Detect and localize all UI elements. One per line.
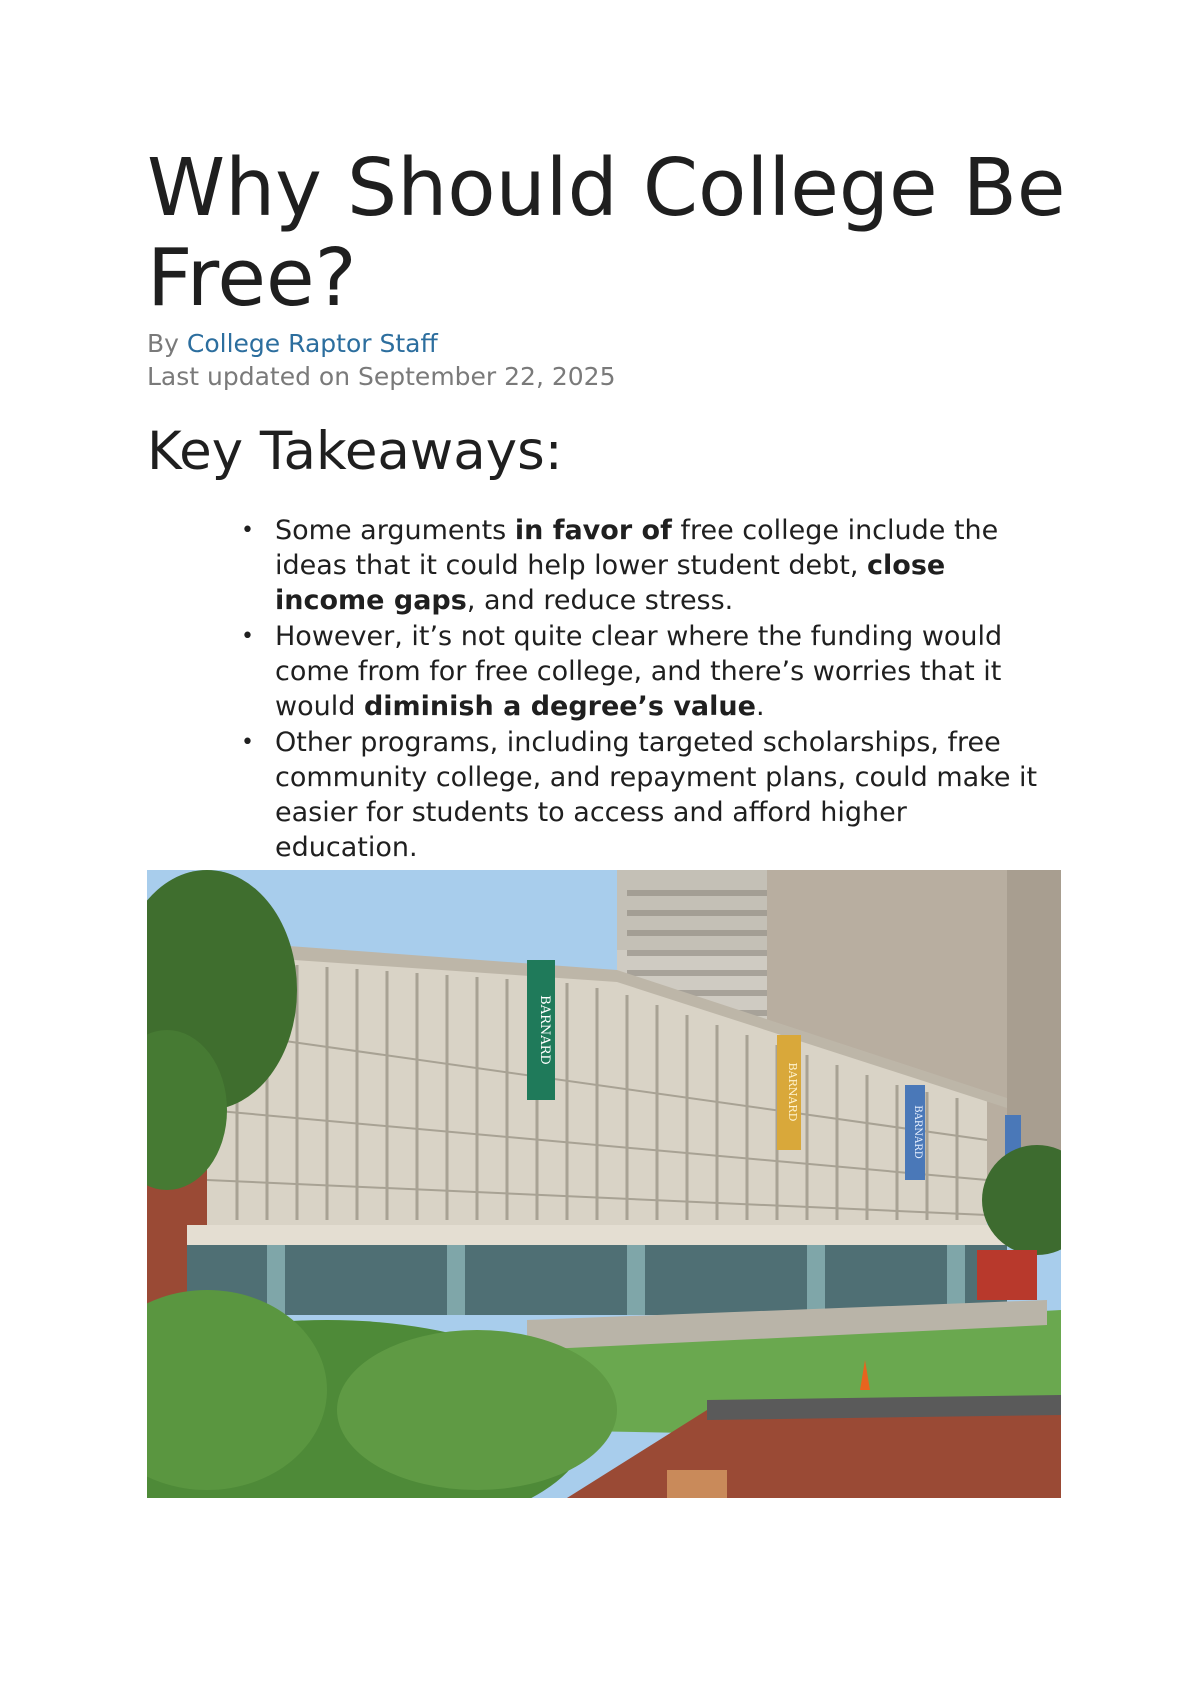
takeaway-emphasis: in favor of bbox=[514, 515, 672, 546]
bullet-icon: • bbox=[241, 518, 254, 543]
ground-floor-band bbox=[187, 1225, 1007, 1245]
author-link[interactable]: College Raptor Staff bbox=[186, 329, 438, 358]
barnard-building-image bbox=[147, 870, 1061, 1498]
page-title: Why Should College Be Free? bbox=[147, 142, 1066, 324]
banner-text: BARNARD bbox=[786, 1062, 799, 1122]
flower-pot bbox=[667, 1470, 727, 1498]
bullet-icon: • bbox=[241, 624, 254, 649]
campus-photo bbox=[147, 870, 1061, 1498]
takeaway-text: . bbox=[755, 691, 765, 722]
key-takeaways-heading: Key Takeaways: bbox=[147, 421, 563, 482]
takeaway-text: Other programs, including targeted scholarships, free community college, and repayment plans, could make it easier for students to access and afford higher education. bbox=[275, 727, 1038, 863]
takeaway-emphasis: close income gaps bbox=[275, 550, 946, 616]
bullet-icon: • bbox=[241, 730, 254, 755]
takeaway-text: However, it’s not quite clear where the funding would come from for free college, and there’s worries that it would bbox=[275, 621, 1003, 722]
last-updated-date: Last updated on September 22, 2025 bbox=[147, 362, 616, 391]
takeaway-text: , and reduce stress. bbox=[466, 585, 734, 616]
key-takeaways-list bbox=[241, 513, 1055, 866]
byline bbox=[147, 328, 438, 360]
takeaway-item bbox=[241, 513, 1055, 618]
takeaway-text: Some arguments bbox=[275, 515, 515, 546]
takeaway-emphasis: diminish a degree’s value bbox=[363, 691, 756, 722]
takeaway-item bbox=[241, 725, 1055, 865]
banner-text: BARNARD bbox=[912, 1105, 923, 1159]
byline-prefix: By bbox=[147, 329, 179, 358]
red-lift bbox=[977, 1250, 1037, 1300]
takeaway-text: free college include the ideas that it could help lower student debt, bbox=[275, 515, 999, 581]
takeaway-item bbox=[241, 619, 1055, 724]
banner-text: BARNARD bbox=[537, 995, 552, 1065]
ground-floor bbox=[187, 1245, 1007, 1315]
